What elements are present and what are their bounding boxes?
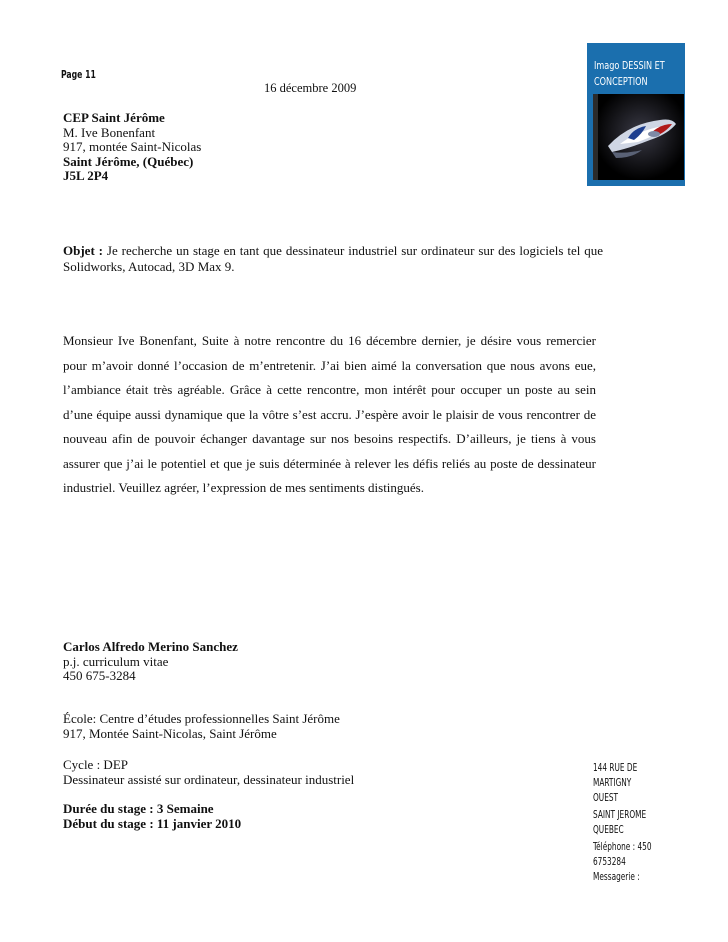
cycle-info	[63, 758, 354, 787]
contact-messaging: Messagerie :	[593, 871, 640, 883]
subject-label: Objet :	[63, 243, 104, 258]
school-info	[63, 712, 340, 741]
contact-city2: QUEBEC	[593, 824, 624, 836]
school-name: École: Centre d’études professionnelles Saint Jérôme	[63, 711, 340, 726]
recipient-postal: J5L 2P4	[63, 168, 109, 183]
contact-phone2: 6753284	[593, 856, 626, 868]
contact-city1: SAINT JEROME	[593, 809, 647, 821]
subject-line	[63, 243, 603, 275]
recipient-address	[63, 111, 201, 184]
letter-date: 16 décembre 2009	[264, 81, 357, 95]
recipient-city: Saint Jérôme, (Québec)	[63, 153, 194, 169]
company-name-line2: CONCEPTION	[594, 75, 648, 88]
attachment-note: p.j. curriculum vitae	[63, 653, 169, 669]
cycle-label: Cycle : DEP	[63, 757, 128, 772]
sender-name: Carlos Alfredo Merino Sanchez	[63, 639, 238, 654]
contact-street1: 144 RUE DE MARTIGNY	[593, 762, 638, 789]
signature-block	[63, 640, 238, 684]
subject-text: Je recherche un stage en tant que dessinateur industriel sur ordinateur sur des logiciels tel que Solidworks, Autocad, 3D Max 9.	[63, 243, 603, 274]
stage-duration: Durée du stage : 3 Semaine	[63, 801, 214, 816]
cycle-program: Dessinateur assisté sur ordinateur, dessinateur industriel	[63, 771, 355, 787]
school-address: 917, Montée Saint-Nicolas, Saint Jérôme	[63, 725, 277, 741]
company-name	[594, 58, 668, 90]
letter-body: Monsieur Ive Bonenfant, Suite à notre rencontre du 16 décembre dernier, je désire vous remercier pour m’avoir donné l’occasion de m’entretenir. J’ai bien aimé la conversation que nous avons eue, l’ambiance était très agréable. Grâce à cette rencontre, mon intérêt pour occuper un poste au sein d’une équipe aussi dynamique que la vôtre s’est accru. J’espère avoir le plaisir de vous rencontrer de nouveau afin de pouvoir échanger davantage sur nos besoins respectifs. D’ailleurs, je tiens à vous assurer que j’ai le potentiel et que je suis déterminée à relever les défis reliés au poste de dessinateur industriel. Veuillez agréer, l’expression de mes sentiments distingués.	[63, 333, 596, 495]
recipient-organization: CEP Saint Jérôme	[63, 110, 165, 125]
recipient-street: 917, montée Saint-Nicolas	[63, 139, 202, 154]
stage-start: Début du stage : 11 janvier 2010	[63, 815, 242, 831]
recipient-name: M. Ive Bonenfant	[63, 124, 156, 140]
company-name-line1: Imago DESSIN ET	[594, 59, 665, 72]
racing-car-icon	[593, 94, 684, 180]
contact-phone1: Téléphone : 450	[593, 841, 652, 853]
stage-info	[63, 802, 241, 831]
company-contact	[593, 761, 671, 885]
page-number: Page 11	[61, 68, 96, 81]
sender-phone: 450 675-3284	[63, 668, 136, 683]
contact-street2: OUEST	[593, 792, 619, 804]
